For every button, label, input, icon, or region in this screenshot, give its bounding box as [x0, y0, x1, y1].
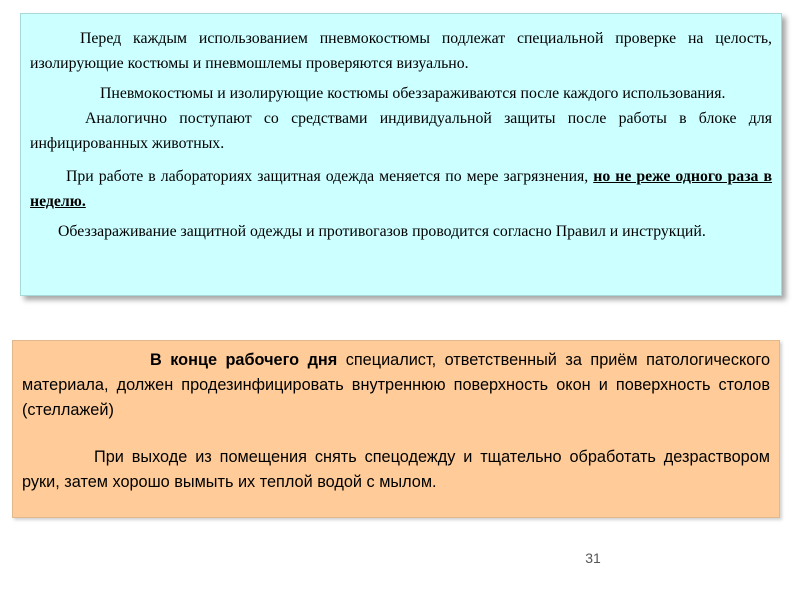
lab-clothing-change-text: При работе в лабораториях защитная одежда меняется по мере загрязнения, — [66, 168, 594, 185]
protective-clothing-text-box — [20, 13, 782, 296]
end-of-workday-text: специалист, ответственный за приём патологического материала, должен продезинфицировать внутреннюю поверхность окон и поверхность столов (стеллажей) — [22, 351, 770, 419]
end-of-day-text-box — [12, 340, 780, 518]
paragraph-disinfection-rules: Обеззараживание защитной одежды и противогазов проводится согласно Правил и инструкций. — [58, 223, 706, 240]
end-of-workday-emphasis: В конце рабочего дня — [150, 351, 338, 369]
page-number: 31 — [585, 550, 601, 566]
paragraph-leaving-room: При выходе из помещения снять спецодежду и тщательно обработать дезраствором руки, затем хорошо вымыть их теплой водой с мылом. — [22, 448, 770, 491]
paragraph-lab-clothing-change — [30, 164, 772, 214]
paragraph-ppe-after-infected-block: Аналогично поступают со средствами индивидуальной защиты после работы в блоке для инфицированных животных. — [30, 110, 772, 152]
paragraph-end-of-workday — [22, 348, 770, 423]
paragraph-pneumosuit-disinfection: Пневмокостюмы и изолирующие костюмы обеззараживаются после каждого использования. — [100, 85, 726, 102]
paragraph-pneumosuit-check: Перед каждым использованием пневмокостюмы подлежат специальной проверке на целость, изолирующие костюмы и пневмошлемы проверяются визуально. — [30, 30, 772, 72]
weekly-requirement-emphasis: но не реже одного раза в неделю. — [30, 168, 772, 210]
